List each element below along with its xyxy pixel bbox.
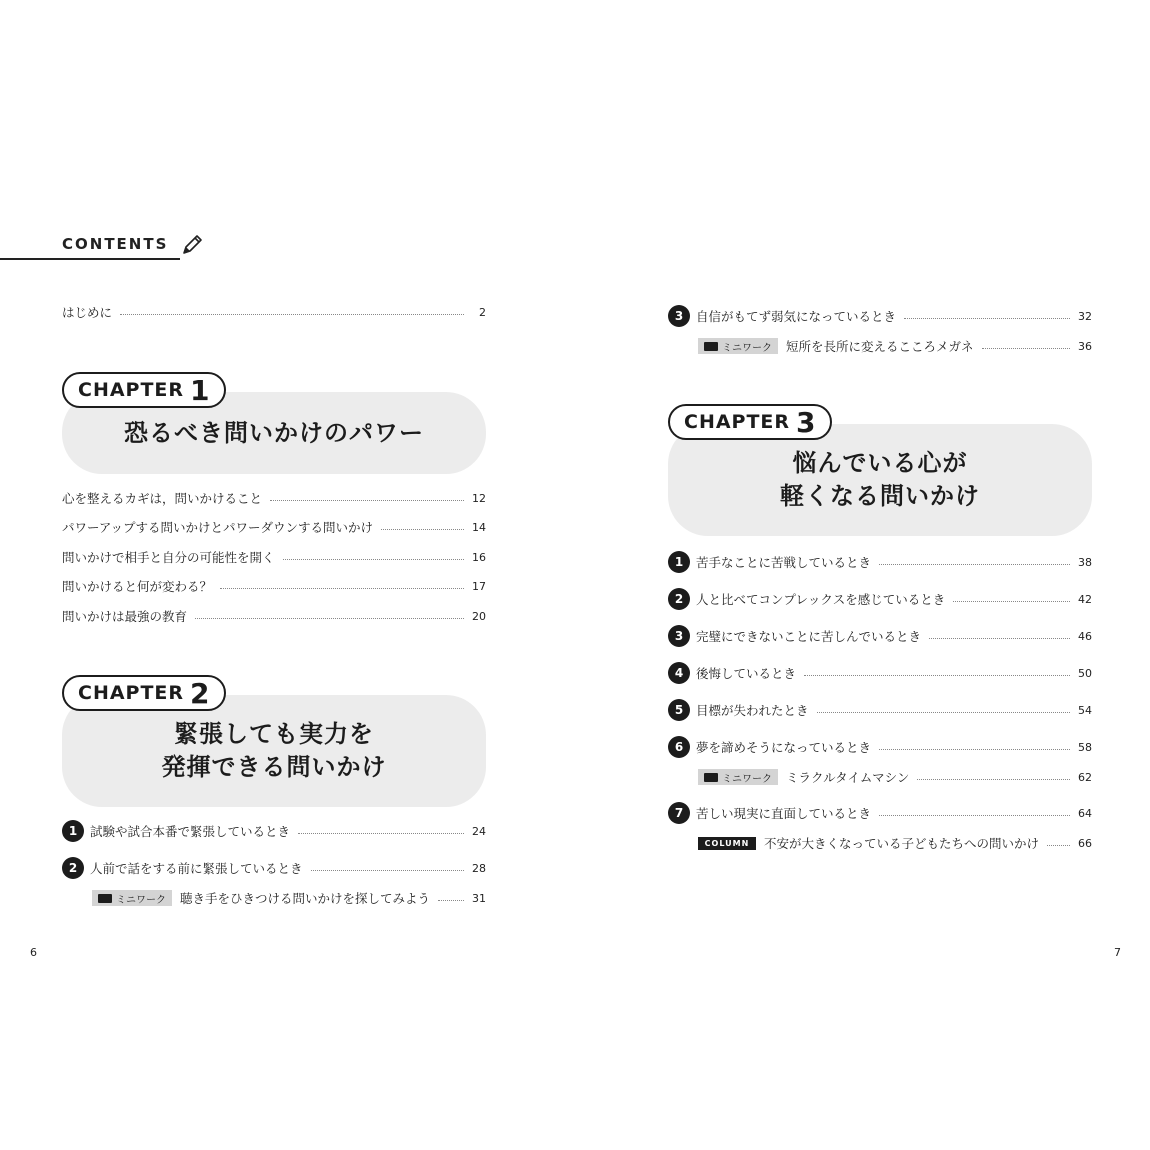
page-number: 42 [1078,592,1092,606]
toc-row-miniwork[interactable] [92,888,486,908]
chapter-title-line: 発揮できる問いかけ [161,753,387,781]
chapter-title-line: 恐るべき問いかけのパワー [124,418,424,447]
item-number-badge: 7 [668,802,690,824]
item-number-badge: 3 [668,305,690,327]
toc-row[interactable] [62,821,486,841]
toc-title: 自信がもてず弱気になっているとき [696,309,897,324]
dot-leader [283,559,464,560]
page-number: 64 [1078,806,1092,820]
chapter-word: CHAPTER [78,379,185,401]
column-tag: COLUMN [698,837,756,850]
folio-left: 6 [30,946,37,959]
toc-title: 人前で話をする前に緊張しているとき [90,861,303,876]
chapter-word: CHAPTER [78,682,185,704]
item-number-badge: 6 [668,736,690,758]
toc-title: 夢を諦めそうになっているとき [696,740,872,755]
page-number: 24 [472,824,486,838]
item-number-badge: 2 [668,588,690,610]
dot-leader [879,815,1070,816]
dot-leader [953,601,1070,602]
page-number: 28 [472,861,486,875]
toc-title: 人と比べてコンプレックスを感じているとき [696,592,946,607]
chapter-3-heading [668,404,1092,536]
contents-header [0,230,215,262]
miniwork-tag [92,890,172,906]
toc-row[interactable] [62,517,486,537]
toc-title: 問いかけは最強の教育 [62,609,188,624]
dot-leader [195,618,464,619]
dot-leader [1047,845,1070,846]
chapter-title-line: 軽くなる問いかけ [780,482,980,510]
toc-title: ミラクルタイムマシン [786,770,910,785]
toc-row[interactable] [668,737,1092,757]
dot-leader [270,500,464,501]
toc-row[interactable] [62,488,486,508]
dot-leader [982,348,1070,349]
miniwork-tag [698,769,778,785]
dot-leader [879,564,1070,565]
page-number: 32 [1078,309,1092,323]
toc-title: パワーアップする問いかけとパワーダウンする問いかけ [62,520,374,535]
page-number: 50 [1078,666,1092,680]
toc-row[interactable] [62,858,486,878]
item-number-badge: 4 [668,662,690,684]
chapter-tag [62,675,226,711]
page-number: 31 [472,891,486,905]
item-number-badge: 5 [668,699,690,721]
toc-title: 問いかけで相手と自分の可能性を開く [62,550,275,565]
chapter-2-heading [62,675,486,807]
chapter-title-line: 悩んでいる心が [792,449,968,477]
header-rule [0,258,180,260]
page-number: 38 [1078,555,1092,569]
chapter-number: 1 [190,373,210,407]
chapter-tag [668,404,832,440]
chapter-number: 3 [796,405,816,439]
item-number-badge: 1 [62,820,84,842]
chapter-number: 2 [190,676,210,710]
toc-title: 試験や試合本番で緊張しているとき [90,824,291,839]
item-number-badge: 3 [668,625,690,647]
dot-leader [804,675,1070,676]
dot-leader [904,318,1070,319]
chapter-1-heading [62,372,486,474]
page-number: 36 [1078,339,1092,353]
toc-title: 不安が大きくなっている子どもたちへの問いかけ [764,836,1040,851]
toc-row[interactable] [668,803,1092,823]
toc-title: 後悔しているとき [696,666,797,681]
contents-label: CONTENTS [62,235,169,253]
toc-row[interactable] [668,589,1092,609]
chapter-word: CHAPTER [684,411,791,433]
toc-title: 心を整えるカギは，問いかけること [62,491,263,506]
item-number-badge: 2 [62,857,84,879]
toc-title: はじめに [62,305,113,320]
dot-leader [120,314,464,315]
page-number: 54 [1078,703,1092,717]
page-number: 58 [1078,740,1092,754]
book-icon [704,342,718,351]
book-icon [98,894,112,903]
chapter-tag [62,372,226,408]
page-number: 62 [1078,770,1092,784]
book-icon [704,773,718,782]
dot-leader [929,638,1070,639]
toc-row[interactable] [668,306,1092,326]
toc-title: 短所を長所に変えるこころメガネ [786,339,974,354]
toc-row[interactable] [62,547,486,567]
dot-leader [220,588,464,589]
chapter-title-pill [668,424,1092,536]
dot-leader [311,870,464,871]
dot-leader [298,833,464,834]
toc-row[interactable] [668,626,1092,646]
page-number: 2 [479,305,486,319]
dot-leader [438,900,464,901]
toc-title: 完璧にできないことに苦しんでいるとき [696,629,922,644]
page-number: 66 [1078,836,1092,850]
miniwork-label: ミニワーク [722,342,772,354]
toc-title: 苦手なことに苦戦しているとき [696,555,872,570]
miniwork-label: ミニワーク [116,894,166,906]
toc-row-intro[interactable] [62,302,486,322]
chapter-title-pill [62,695,486,807]
toc-row[interactable] [62,606,486,626]
page-number: 17 [472,579,486,593]
toc-row[interactable] [668,663,1092,683]
toc-title: 問いかけると何が変わる？ [62,579,213,594]
toc-row-miniwork[interactable] [698,336,1092,356]
page-number: 20 [472,609,486,623]
dot-leader [917,779,1070,780]
dot-leader [817,712,1070,713]
page-number: 16 [472,550,486,564]
toc-title: 目標が失われたとき [696,703,809,718]
page-number: 12 [472,491,486,505]
miniwork-tag [698,338,778,354]
page-number: 46 [1078,629,1092,643]
folio-right: 7 [1114,946,1121,959]
toc-row-miniwork[interactable] [698,767,1092,787]
toc-row[interactable] [668,552,1092,572]
miniwork-label: ミニワーク [722,773,772,785]
toc-title: 苦しい現実に直面しているとき [696,806,872,821]
dot-leader [381,529,464,530]
page-number: 14 [472,520,486,534]
item-number-badge: 1 [668,551,690,573]
toc-title: 聴き手をひきつける問いかけを探してみよう [180,891,431,906]
toc-row-column[interactable] [698,833,1092,853]
toc-row[interactable] [668,700,1092,720]
pencil-icon [178,232,204,258]
dot-leader [879,749,1070,750]
toc-row[interactable] [62,576,486,596]
chapter-title-line: 緊張しても実力を [174,720,374,748]
